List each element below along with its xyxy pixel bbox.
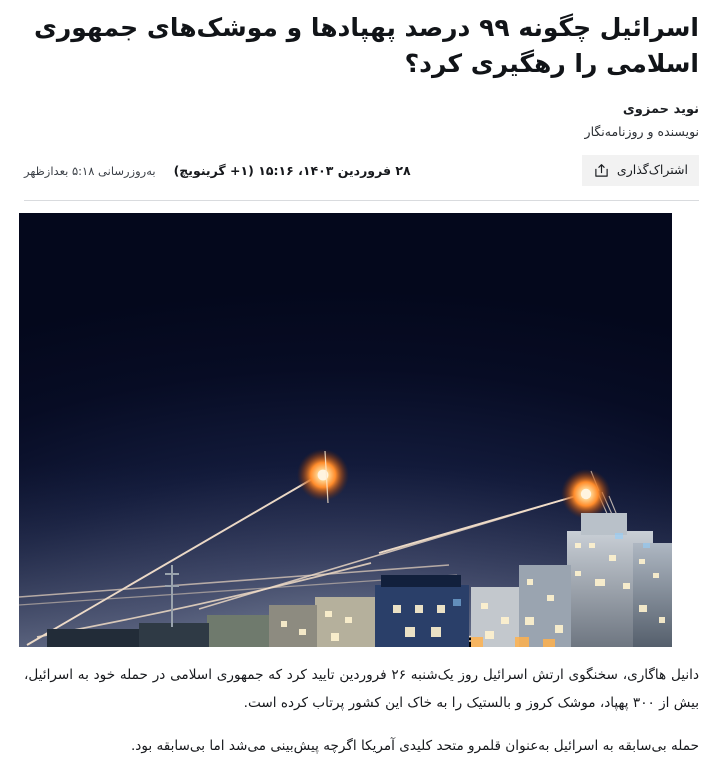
author-byline (0, 81, 723, 143)
share-button-label: اشتراک‌گذاری (616, 162, 688, 178)
timestamps (24, 163, 411, 178)
paragraph: حمله بی‌سابقه به اسرائیل به‌عنوان قلمرو متحد کلیدی آمریکا اگرچه پیش‌بینی می‌شد اما بی‌سابقه بود. (130, 737, 699, 754)
paragraph: دانیل هاگاری، سخنگوی ارتش اسرائیل روز یک‌شنبه ۲۶ فروردین تایید کرد که جمهوری اسلامی در حمله خود به اسرائیل، بیش از ۳۰۰ پهپاد، موشک کروز و بالستیک را به خاک این کشور پرتاب کرده است. (24, 666, 700, 712)
article-body (0, 647, 723, 760)
page-title: اسرائیل چگونه ۹۹ درصد پهپادها و موشک‌های جمهوری اسلامی را رهگیری کرد؟ (33, 13, 699, 78)
share-button[interactable] (582, 155, 699, 186)
published-date: ۲۸ فروردین ۱۴۰۳، ۱۵:۱۶ (۱+ گرینویچ) (173, 162, 411, 178)
author-role: نویسنده و روزنامه‌نگار (584, 124, 699, 140)
hero-image (19, 213, 672, 647)
updated-date: به‌روزرسانی ۵:۱۸ بعدازظهر (24, 163, 156, 178)
share-icon (594, 163, 609, 178)
header-divider (24, 200, 699, 201)
author-name[interactable]: نوید حمزوی (622, 102, 699, 117)
flare (561, 469, 611, 519)
hero-illustration (19, 213, 672, 647)
article-meta-row (0, 143, 723, 186)
